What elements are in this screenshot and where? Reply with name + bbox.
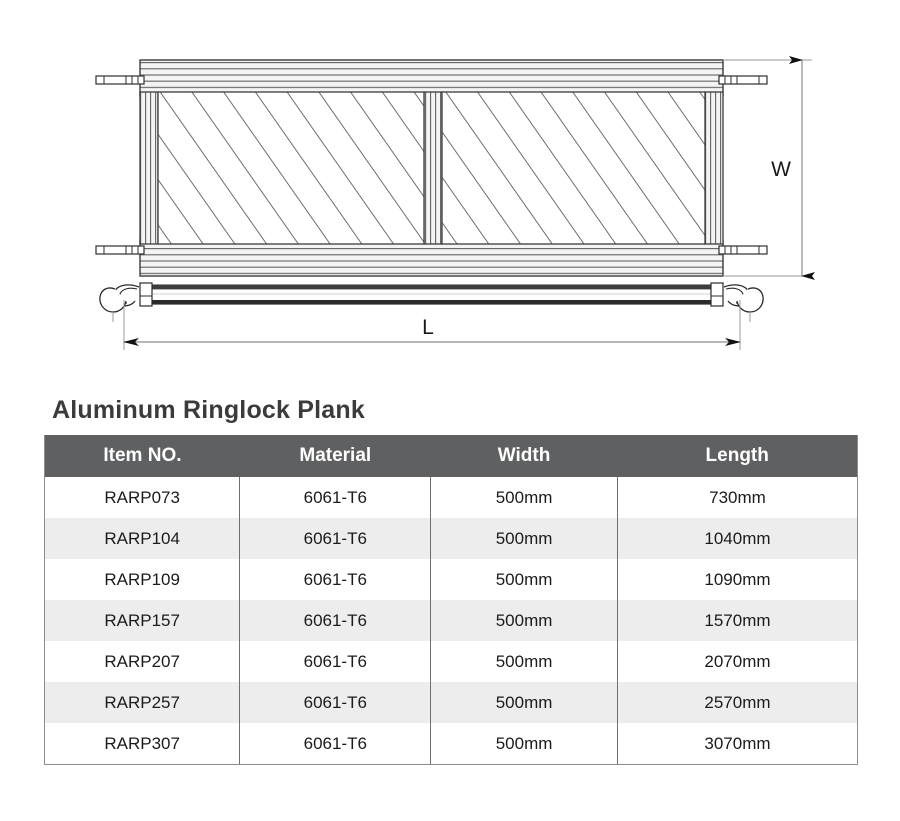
cell-length: 2070mm — [704, 651, 771, 671]
plan-right-rib — [705, 92, 723, 244]
cell-material: 6061-T6 — [240, 477, 431, 518]
cell-item-no: RARP073 — [45, 477, 240, 518]
plan-view — [96, 60, 767, 276]
plan-left-rib — [140, 92, 158, 244]
cell-item-no: RARP257 — [45, 682, 240, 723]
column-header-length: Length — [617, 435, 857, 477]
cell-width: 500mm — [431, 518, 618, 559]
cell-width: 500mm — [431, 559, 618, 600]
table-row — [45, 518, 857, 559]
plan-bottom-rail — [140, 240, 723, 276]
plan-tab-top-left — [96, 76, 144, 84]
width-dimension — [723, 60, 812, 276]
cell-item-no: RARP207 — [45, 641, 240, 682]
width-dimension-label: W — [771, 158, 791, 181]
page-title: Aluminum Ringlock Plank — [52, 396, 365, 424]
cell-length: 2570mm — [704, 692, 771, 712]
cell-width: 500mm — [431, 600, 618, 641]
column-header-width: Width — [431, 435, 618, 477]
cell-length: 1090mm — [704, 569, 771, 589]
plan-panel-left — [158, 92, 424, 244]
table-row — [45, 477, 857, 518]
cell-item-no: RARP157 — [45, 600, 240, 641]
cell-material: 6061-T6 — [240, 559, 431, 600]
cell-material: 6061-T6 — [240, 641, 431, 682]
plan-top-rail — [140, 60, 723, 96]
cell-width: 500mm — [431, 477, 618, 518]
cell-material: 6061-T6 — [240, 600, 431, 641]
table-row — [45, 559, 857, 600]
cell-item-no: RARP307 — [45, 723, 240, 764]
cell-length: 1570mm — [704, 610, 771, 630]
spec-table-container — [44, 435, 858, 765]
plan-tab-top-right — [719, 76, 767, 84]
cell-length: 1040mm — [704, 528, 771, 548]
specification-block — [0, 396, 900, 765]
table-header-row — [45, 435, 857, 477]
side-hook-left — [100, 283, 152, 322]
table-body — [45, 477, 857, 764]
column-header-material: Material — [240, 435, 431, 477]
cell-material: 6061-T6 — [240, 682, 431, 723]
cell-item-no: RARP104 — [45, 518, 240, 559]
cell-width: 500mm — [431, 641, 618, 682]
table-header — [45, 435, 857, 477]
specification-table — [45, 435, 857, 764]
plan-tab-bottom-right — [719, 246, 767, 254]
table-row — [45, 600, 857, 641]
technical-drawing — [0, 0, 900, 380]
cell-item-no: RARP109 — [45, 559, 240, 600]
cell-length: 730mm — [709, 487, 766, 507]
cell-material: 6061-T6 — [240, 723, 431, 764]
table-row — [45, 641, 857, 682]
plan-panel-right — [442, 92, 705, 244]
cell-material: 6061-T6 — [240, 518, 431, 559]
cell-length: 3070mm — [704, 733, 771, 753]
cell-width: 500mm — [431, 723, 618, 764]
table-row — [45, 682, 857, 723]
length-dimension — [124, 300, 740, 350]
cell-width: 500mm — [431, 682, 618, 723]
plan-tab-bottom-left — [96, 246, 144, 254]
plan-centre-rib — [424, 92, 442, 244]
column-header-item-no: Item NO. — [45, 435, 240, 477]
side-hook-right — [711, 283, 763, 322]
length-dimension-label: L — [422, 316, 434, 339]
table-row — [45, 723, 857, 764]
